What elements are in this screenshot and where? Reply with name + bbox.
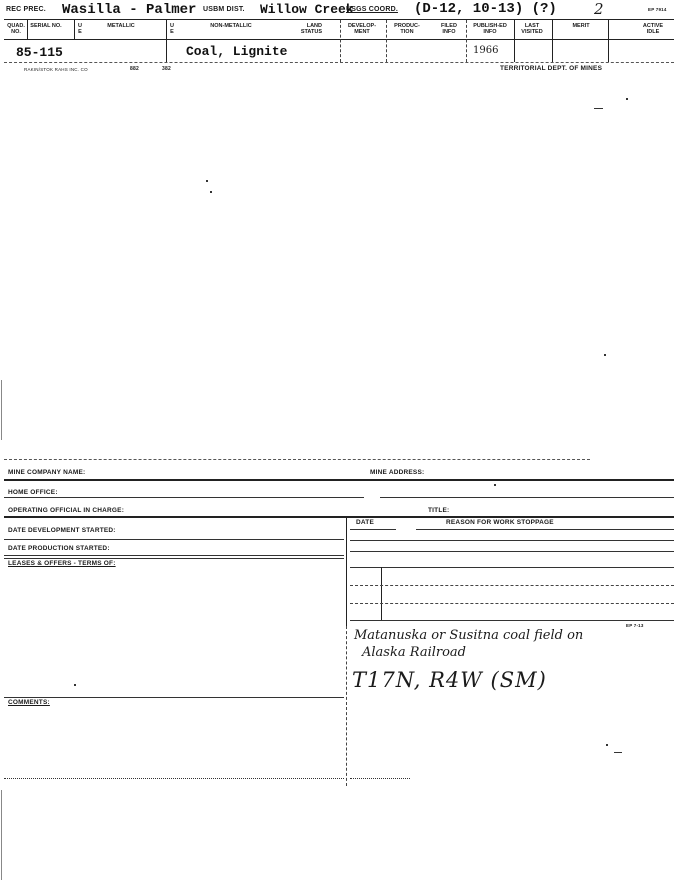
home-office-line-right [380, 497, 674, 498]
col-u-e: U E [78, 23, 82, 36]
col-filed-info: FILED INFO [441, 23, 457, 36]
hand-mark: 2 [594, 0, 604, 18]
usgs-coord-label: USGS COORD. [346, 6, 398, 13]
stoppage-line [350, 585, 674, 586]
stoppage-line [350, 567, 674, 568]
speck [74, 684, 76, 686]
usbm-dist-label: USBM DIST. [203, 6, 245, 13]
usbm-dist-value: Willow Creek [260, 2, 354, 17]
row-line-right [350, 540, 674, 541]
home-office-line [4, 497, 364, 498]
usgs-coord-value: (D-12, 10-13) (?) [414, 1, 557, 17]
speck [206, 180, 208, 182]
col-active-idle: ACTIVE IDLE [642, 23, 664, 36]
col-divider [466, 20, 467, 62]
col-divider [608, 20, 609, 62]
form-number: EP 7914 [648, 7, 667, 12]
col-quad-no: QUAD. NO. [7, 23, 25, 36]
col-divider [514, 20, 515, 62]
published-value: 1966 [473, 45, 499, 56]
col-last-visited: LAST VISITED [521, 23, 543, 36]
col-divider [27, 20, 28, 39]
serial-value: 85-115 [16, 45, 63, 60]
date-development-label: DATE DEVELOPMENT STARTED: [8, 527, 116, 534]
speck [614, 752, 622, 753]
rec-prec-label: REC PREC. [6, 6, 46, 13]
scan-edge-left [1, 380, 2, 440]
operating-official-label: OPERATING OFFICIAL IN CHARGE: [8, 507, 125, 514]
col-divider [552, 20, 553, 62]
col-divider [74, 20, 75, 39]
dept-name: TERRITORIAL DEPT. OF MINES [500, 65, 603, 72]
reason-underline [416, 529, 674, 530]
bottom-separator-right [350, 778, 410, 779]
row-line [4, 479, 674, 481]
reason-label: REASON FOR WORK STOPPAGE [446, 519, 554, 526]
columns-underline [4, 39, 674, 40]
mine-company-name-label: MINE COMPANY NAME: [8, 469, 86, 476]
region-value: Wasilla - Palmer [62, 2, 197, 18]
leases-box-top [4, 558, 344, 559]
row-line [4, 539, 344, 540]
col-non-metallic: NON-METALLIC [210, 23, 252, 29]
small-code: EP 7-13 [626, 623, 644, 628]
form-vertical-divider [346, 516, 347, 626]
mine-address-label: MINE ADDRESS: [370, 469, 425, 476]
form-vertical-divider-lower [346, 626, 347, 786]
comments-label: COMMENTS: [8, 699, 50, 706]
stoppage-divider [381, 567, 382, 621]
date-production-label: DATE PRODUCTION STARTED: [8, 545, 110, 552]
comments-box-top [4, 697, 344, 698]
header-band [4, 0, 674, 64]
form-top-separator [4, 459, 590, 460]
col-divider [340, 20, 341, 62]
col-divider [166, 20, 167, 62]
stoppage-line [350, 620, 674, 621]
title-label: TITLE: [428, 507, 450, 514]
speck [626, 98, 628, 100]
col-merit: MERIT [572, 23, 590, 29]
row-line [4, 555, 344, 556]
header-underline [4, 19, 674, 20]
col-serial-no: SERIAL NO. [30, 23, 62, 29]
record-underline [4, 62, 674, 63]
handwritten-note-line-1: Matanuska or Susitna coal field on [354, 628, 584, 643]
code-1: 882 [130, 66, 139, 72]
col-development: DEVELOP-MENT [347, 23, 377, 36]
date-underline [350, 529, 396, 530]
speck [494, 484, 496, 486]
speck [604, 354, 606, 356]
bottom-separator [4, 778, 344, 779]
home-office-label: HOME OFFICE: [8, 489, 58, 496]
speck [594, 108, 603, 109]
col-land-status: LAND STATUS [300, 23, 322, 36]
handwritten-location: T17N, R4W (SM) [352, 668, 547, 692]
col-divider [386, 20, 387, 62]
scan-edge-left [1, 790, 2, 880]
stoppage-line [350, 603, 674, 604]
handwritten-note-line-2: Alaska Railroad [362, 645, 466, 660]
col-published-info: PUBLISH-ED INFO [473, 23, 507, 36]
speck [210, 191, 212, 193]
row-line-right [350, 551, 674, 552]
code-2: 382 [162, 66, 171, 72]
col-production: PRODUC-TION [394, 23, 420, 36]
printer-imprint: RAKIN/STOK RAHS INC. CO [24, 67, 88, 72]
row-line [4, 516, 674, 518]
col-metallic: METALLIC [107, 23, 135, 29]
leases-label: LEASES & OFFERS - TERMS OF: [8, 560, 116, 567]
speck [606, 744, 608, 746]
col-u-e-2: U E [170, 23, 174, 36]
date-label: DATE [356, 519, 375, 526]
non-metallic-value: Coal, Lignite [186, 44, 288, 59]
